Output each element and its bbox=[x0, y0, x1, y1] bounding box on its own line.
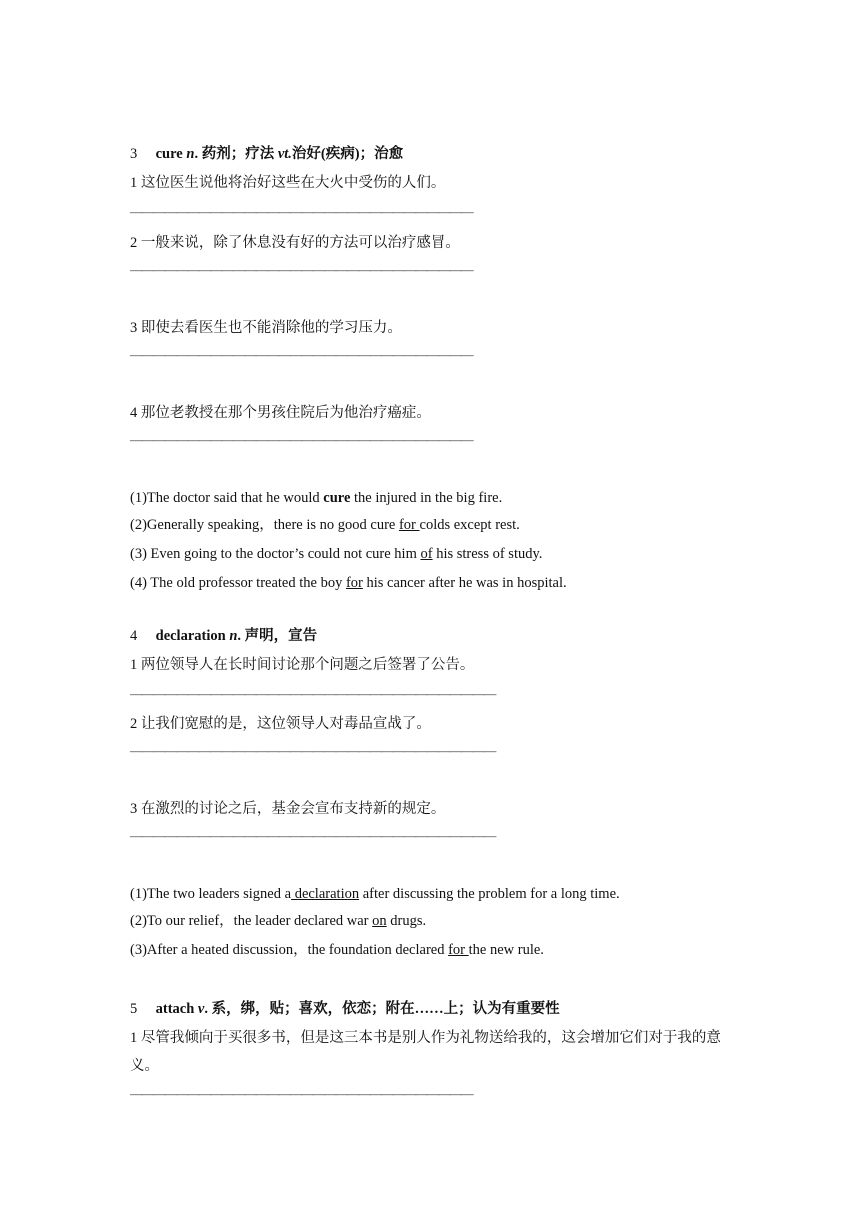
answer-text: (4) The old professor treated the boy bbox=[130, 575, 346, 591]
answer-text: (2)Generally speaking，there is no good cure bbox=[130, 517, 399, 533]
answer-text: (1)The two leaders signed a bbox=[130, 886, 292, 902]
exercise-item: 2 让我们宽慰的是，这位领导人对毒品宣战了。 bbox=[130, 716, 431, 732]
answer-text: drugs. bbox=[386, 913, 427, 929]
answer-line bbox=[130, 884, 620, 904]
definition: . 系，绑，贴；喜欢，依恋；附在……上；认为有重要性 bbox=[204, 1001, 560, 1017]
exercise-item: 1 尽管我倾向于买很多书，但是这三本书是别人作为礼物送给我的，这会增加它们对于我的意义。 bbox=[130, 1030, 721, 1074]
exercise-item: 1 两位领导人在长时间讨论那个问题之后签署了公告。 bbox=[130, 657, 475, 673]
answer-text: his cancer after he was in hospital. bbox=[362, 575, 567, 591]
answer-key: for bbox=[345, 575, 363, 591]
answer-text: colds except rest. bbox=[419, 517, 520, 533]
answer-text: (1)The doctor said that he would bbox=[130, 490, 324, 506]
answer-line bbox=[130, 515, 520, 535]
answer-line bbox=[130, 544, 542, 564]
answer-line bbox=[130, 573, 567, 593]
exercise-item: 4 那位老教授在那个男孩住院后为他治疗癌症。 bbox=[130, 405, 431, 421]
answer-key: cure bbox=[323, 490, 351, 506]
section-heading-attach bbox=[130, 999, 560, 1019]
answer-text: (2)To our relief，the leader declared war bbox=[130, 913, 373, 929]
headword: attach bbox=[155, 1001, 195, 1017]
section-number: 3 bbox=[130, 146, 138, 162]
answer-blank-line: —————————————————————————————— bbox=[130, 204, 473, 219]
answer-text: his stress of study. bbox=[432, 546, 543, 562]
part-of-speech: v bbox=[197, 1001, 205, 1017]
headword: declaration bbox=[155, 628, 226, 644]
answer-blank-line: ———————————————————————————————— bbox=[130, 743, 495, 758]
exercise-item: 2 一般来说，除了休息没有好的方法可以治疗感冒。 bbox=[130, 235, 460, 251]
answer-blank-line: —————————————————————————————— bbox=[130, 1086, 473, 1101]
answer-key: declaration bbox=[291, 886, 360, 902]
answer-blank-line: —————————————————————————————— bbox=[130, 347, 473, 362]
answer-text: (3)After a heated discussion，the foundation declared bbox=[130, 942, 449, 958]
answer-line bbox=[130, 488, 502, 508]
answer-text: the injured in the big fire. bbox=[350, 490, 503, 506]
section-heading-cure bbox=[130, 144, 403, 164]
part-of-speech: n bbox=[229, 628, 238, 644]
part-of-speech-2: vt. bbox=[277, 146, 292, 162]
section-number: 4 bbox=[130, 628, 138, 644]
answer-line bbox=[130, 940, 544, 960]
exercise-item: 3 在激烈的讨论之后，基金会宣布支持新的规定。 bbox=[130, 801, 446, 817]
exercise-item: 1 这位医生说他将治好这些在大火中受伤的人们。 bbox=[130, 175, 446, 191]
answer-blank-line: —————————————————————————————— bbox=[130, 262, 473, 277]
headword: cure bbox=[155, 146, 183, 162]
definition-2: 治好(疾病)；治愈 bbox=[291, 146, 404, 162]
answer-text: (3) Even going to the doctor’s could not cure him bbox=[130, 546, 421, 562]
answer-line bbox=[130, 911, 426, 931]
answer-key: for bbox=[448, 942, 469, 958]
exercise-item: 3 即使去看医生也不能消除他的学习压力。 bbox=[130, 320, 402, 336]
answer-blank-line: ———————————————————————————————— bbox=[130, 686, 495, 701]
definition: . 药剂；疗法 bbox=[194, 146, 278, 162]
definition: . 声明，宣告 bbox=[237, 628, 318, 644]
answer-key: on bbox=[372, 913, 387, 929]
answer-text: after discussing the problem for a long time. bbox=[359, 886, 620, 902]
section-number: 5 bbox=[130, 1001, 138, 1017]
part-of-speech: n bbox=[186, 146, 195, 162]
answer-key: of bbox=[420, 546, 433, 562]
answer-blank-line: ———————————————————————————————— bbox=[130, 828, 495, 843]
answer-text: the new rule. bbox=[468, 942, 544, 958]
answer-blank-line: —————————————————————————————— bbox=[130, 432, 473, 447]
answer-key: for bbox=[398, 517, 420, 533]
section-heading-declaration bbox=[130, 626, 317, 646]
